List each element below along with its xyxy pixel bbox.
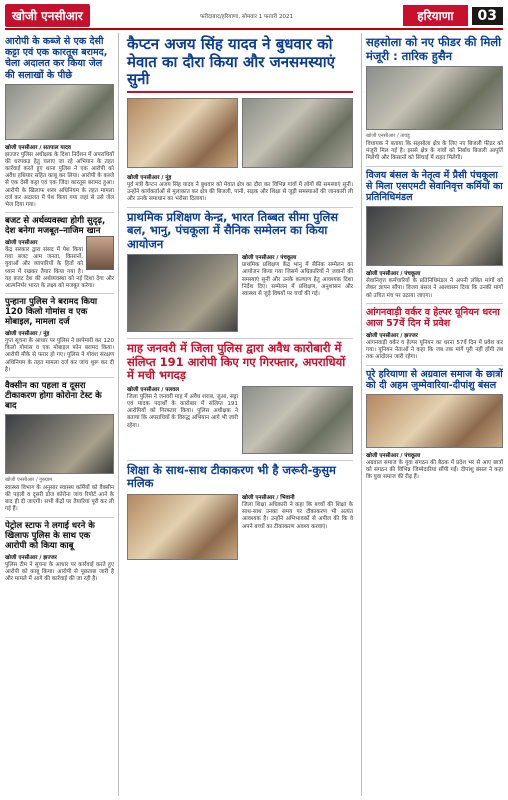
story-photo — [242, 386, 353, 454]
article-body: पूर्व मंत्री कैप्टन अजय सिंह यादव ने बुधवार को मेवात क्षेत्र का दौरा कर विभिन्न गांवों में लोगों की समस्याएं सुनीं। उन्होंने कार्यकर्ताओं से मुलाकात कर क्षेत्र की बिजली, पानी, सड़क और शिक्षा से जुड़ी समस्याओं की जानकारी ली और उनके समाधान का भरोसा दिलाया। — [127, 182, 353, 203]
article-body: अग्रवाल समाज के युवा संगठन की बैठक में प्रदेश भर से आए छात्रों को संगठन की विभिन्न जिम्मेदारियां सौंपी गईं। दीपांशु बंसल ने कहा कि युवा समाज की रीढ़ हैं। — [366, 459, 503, 481]
story-photo — [366, 66, 503, 130]
newspaper-logo: खोजी एनसीआर — [5, 4, 90, 27]
divider — [127, 91, 353, 93]
byline: खोजी एनसीआर / सतपाल यादव — [5, 144, 71, 151]
story-photo — [5, 414, 114, 474]
headline: आरोपी के कब्जे से एक देसी कट्टा एवं एक कारतूस बरामद, चेला अदालत कर किया जेल की सलाखों के पीछे — [5, 36, 108, 81]
story-right-bottom — [366, 366, 503, 485]
story-right-vij — [366, 167, 503, 304]
story-crime — [127, 339, 353, 461]
headline: पेट्रोल स्टाफ ने लगाई धरने के खिलाफ पुलिस के साथ एक आरोपी को किया काबू — [5, 520, 95, 551]
left-column — [5, 33, 119, 796]
story-left-budget — [5, 213, 114, 294]
story-training — [127, 208, 353, 340]
center-column — [123, 33, 357, 796]
story-left-police — [5, 294, 114, 378]
headline: माह जनवरी में जिला पुलिस द्वारा अवैध कारोबारी में संलिप्त 191 आरोपी किए गए गिरफ्तार, अपराधियों में मची भगदड़ — [127, 341, 346, 383]
story-lead — [127, 33, 353, 208]
story-photo — [127, 98, 238, 168]
article-body: पुलिस टीम ने सूचना के आधार पर कार्रवाई करते हुए आरोपी को काबू किया। आरोपी से पूछताछ जारी है और मामले में आगे की कार्रवाई की जा रही है। — [5, 561, 114, 582]
right-column — [361, 33, 503, 796]
byline: खोजी एनसीआर / नूंह — [5, 331, 50, 338]
byline: खोजी एनसीआर / झज्जर — [5, 554, 57, 561]
byline: खोजी एनसीआर / पलवल — [127, 386, 179, 393]
article-body: जिला पुलिस ने जनवरी माह में अवैध शराब, जुआ, सट्टा एवं मादक पदार्थों के कारोबार में संलिप्त 191 आरोपियों को गिरफ्तार किया। पुलिस अधीक्षक ने बताया कि अपराधियों के विरुद्ध अभियान आगे भी जारी रहेगा। — [127, 393, 238, 429]
story-layout — [127, 491, 353, 563]
headline: पुन्हाना पुलिस ने बरामद किया 120 किलो गोमांस व एक मोबाइल, मामला दर्ज — [5, 297, 98, 328]
lead-photos — [127, 95, 353, 171]
story-photo — [127, 494, 238, 560]
article-body: विधायक ने बताया कि सहसोला क्षेत्र के लिए नए बिजली फीडर को मंजूरी मिल गई है। इससे क्षेत्र के गांवों को निर्बाध बिजली आपूर्ति मिलेगी और किसानों को सिंचाई में राहत मिलेगी। — [366, 141, 503, 162]
article-body: स्वास्थ्य विभाग के अनुसार स्वास्थ्य कर्मियों को वैक्सीन की पहली व दूसरी डोज कोरोना जांच रिपोर्ट आने के बाद ही दी जाएगी। सभी केंद्रों पर तैयारियां पूरी कर ली गई हैं। — [5, 484, 114, 513]
headline: पूरे हरियाणा से अग्रवाल समाज के छात्रों को दी अहम जुम्मेवारिया-दीपांशु बंसल — [366, 368, 503, 391]
byline: खोजी एनसीआर / पंचकूला — [366, 271, 421, 278]
story-left-top — [5, 33, 114, 213]
headline: आंगनवाड़ी वर्कर व हेल्पर यूनियन धरना आज 57वें दिन में प्रवेश — [366, 306, 500, 329]
story-photo — [127, 254, 238, 332]
section-label: हरियाणा — [403, 5, 467, 26]
article-body: केंद्र सरकार द्वारा संसद में पेश किया गया बजट आम जनता, किसानों, युवाओं और व्यापारियों के हितों को ध्यान में रखकर तैयार किया गया है। यह बजट देश की अर्थव्यवस्था को नई दिशा देगा और आत्मनिर्भर भारत के लक्ष्य को मजबूत करेगा। — [5, 247, 114, 289]
article-body: गुप्त सूचना के आधार पर पुलिस ने छापेमारी कर 120 किलो गोमांस व एक मोबाइल फोन बरामद किया। आरोपी मौके से फरार हो गए। पुलिस ने गोवंश संरक्षण अधिनियम के तहत मामला दर्ज कर जांच शुरू कर दी है। — [5, 338, 114, 373]
story-left-strike — [5, 518, 114, 587]
article-body: जिला शिक्षा अधिकारी ने कहा कि बच्चों की शिक्षा के साथ-साथ उनका समय पर टीकाकरण भी अत्यंत आवश्यक है। उन्होंने अभिभावकों से अपील की कि वे अपने बच्चों का टीकाकरण अवश्य करवाएं। — [242, 502, 353, 530]
photo-caption: खोजी एनसीआर / गुरुग्राम — [5, 476, 53, 483]
story-photo — [366, 394, 503, 448]
article-body: झज्जर पुलिस अधीक्षक के दिशा निर्देशन में अपराधियों की धरपकड़ हेतु चलाए जा रहे अभियान के तहत कार्रवाई करते हुए थाना पुलिस ने एक आरोपी को अवैध हथियार सहित काबू कर लिया। आरोपी के कब्जे से एक देसी कट्टा एवं एक जिंदा कारतूस बरामद हुआ। आरोपी के खिलाफ शस्त्र अधिनियम के तहत मामला दर्ज कर अदालत में पेश किया गया जहां से उसे जेल भेज दिया गया। — [5, 151, 114, 208]
story-layout — [127, 251, 353, 335]
story-right-anganwadi — [366, 304, 503, 366]
headline: शिक्षा के साथ-साथ टीकाकरण भी है जरूरी-कुसुम मलिक — [127, 462, 336, 491]
headline: सहसोला को नए फीडर की मिली मंजूरी : तारिक हुसैन — [366, 35, 502, 63]
dateline: फरीदाबाद/हरियाणा, सोमवार 1 फरवरी 2021 — [200, 13, 293, 20]
page-number: 03 — [472, 7, 503, 25]
lead-headline: कैप्टन अजय सिंह यादव ने बुधवार को मेवात का दौरा किया और जनसमस्याएं सुनी — [127, 35, 335, 89]
masthead — [5, 3, 503, 30]
photo-caption: खोजी एनसीआर / तावडू — [366, 133, 410, 140]
article-grid — [5, 33, 503, 796]
portrait-photo — [86, 236, 114, 270]
byline: खोजी एनसीआर / पंचकूला — [242, 255, 297, 262]
byline: खोजी एनसीआर / झज्जर — [366, 333, 418, 340]
article-body: प्राथमिक प्रशिक्षण केंद्र भानु में सैनिक सम्मेलन का आयोजन किया गया जिसमें अधिकारियों ने जवानों की समस्याएं सुनीं और उनके कल्याण हेतु आवश्यक दिशा निर्देश दिए। सम्मेलन में प्रशिक्षण, अनुशासन और स्वास्थ्य से जुड़े विषयों पर चर्चा की गई। — [242, 262, 353, 297]
story-photo — [242, 98, 353, 168]
story-layout — [127, 383, 353, 457]
story-right-top — [366, 33, 503, 167]
story-photo — [366, 206, 503, 266]
byline: खोजी एनसीआर / नूंह — [127, 175, 172, 182]
headline: विजय बंसल के नेतृत्व में प्रैसी पंचकूला से मिला एसएमटी सेवानिवृत्त कर्मियों का प्रतिनिधिमंडल — [366, 169, 503, 203]
byline: खोजी एनसीआर — [5, 240, 38, 247]
story-left-vaccine — [5, 378, 114, 518]
byline: खोजी एनसीआर / भिवानी — [242, 495, 295, 502]
headline: बजट से अर्थव्यवस्था होगी सुदृढ़, देश बनेगा मजबूत–नाजिम खान — [5, 216, 106, 237]
article-body: आंगनवाड़ी वर्कर व हेल्पर यूनियन का धरना 57वें दिन में प्रवेश कर गया। यूनियन नेताओं ने कहा कि जब तक मांगें पूरी नहीं होंगी तब तक आंदोलन जारी रहेगा। — [366, 340, 503, 361]
byline: खोजी एनसीआर / पंचकूला — [366, 452, 421, 459]
headline: प्राथमिक प्रशिक्षण केन्द्र, भारत तिब्बत सीमा पुलिस बल, भानु, पंचकूला में सैनिक सम्मेलन का किया आयोजन — [127, 209, 339, 251]
headline: वैक्सीन का पहला व दूसरा टीकाकरण होगा कोरोना टेस्ट के बाद — [5, 380, 102, 411]
story-education — [127, 461, 353, 566]
story-photo — [5, 84, 114, 140]
article-body: सेवानिवृत्त कर्मचारियों के प्रतिनिधिमंडल ने अपनी लंबित मांगों को लेकर ज्ञापन सौंपा। विजय बंसल ने आश्वासन दिया कि उनकी मांगों को उचित मंच पर उठाया जाएगा। — [366, 278, 503, 299]
